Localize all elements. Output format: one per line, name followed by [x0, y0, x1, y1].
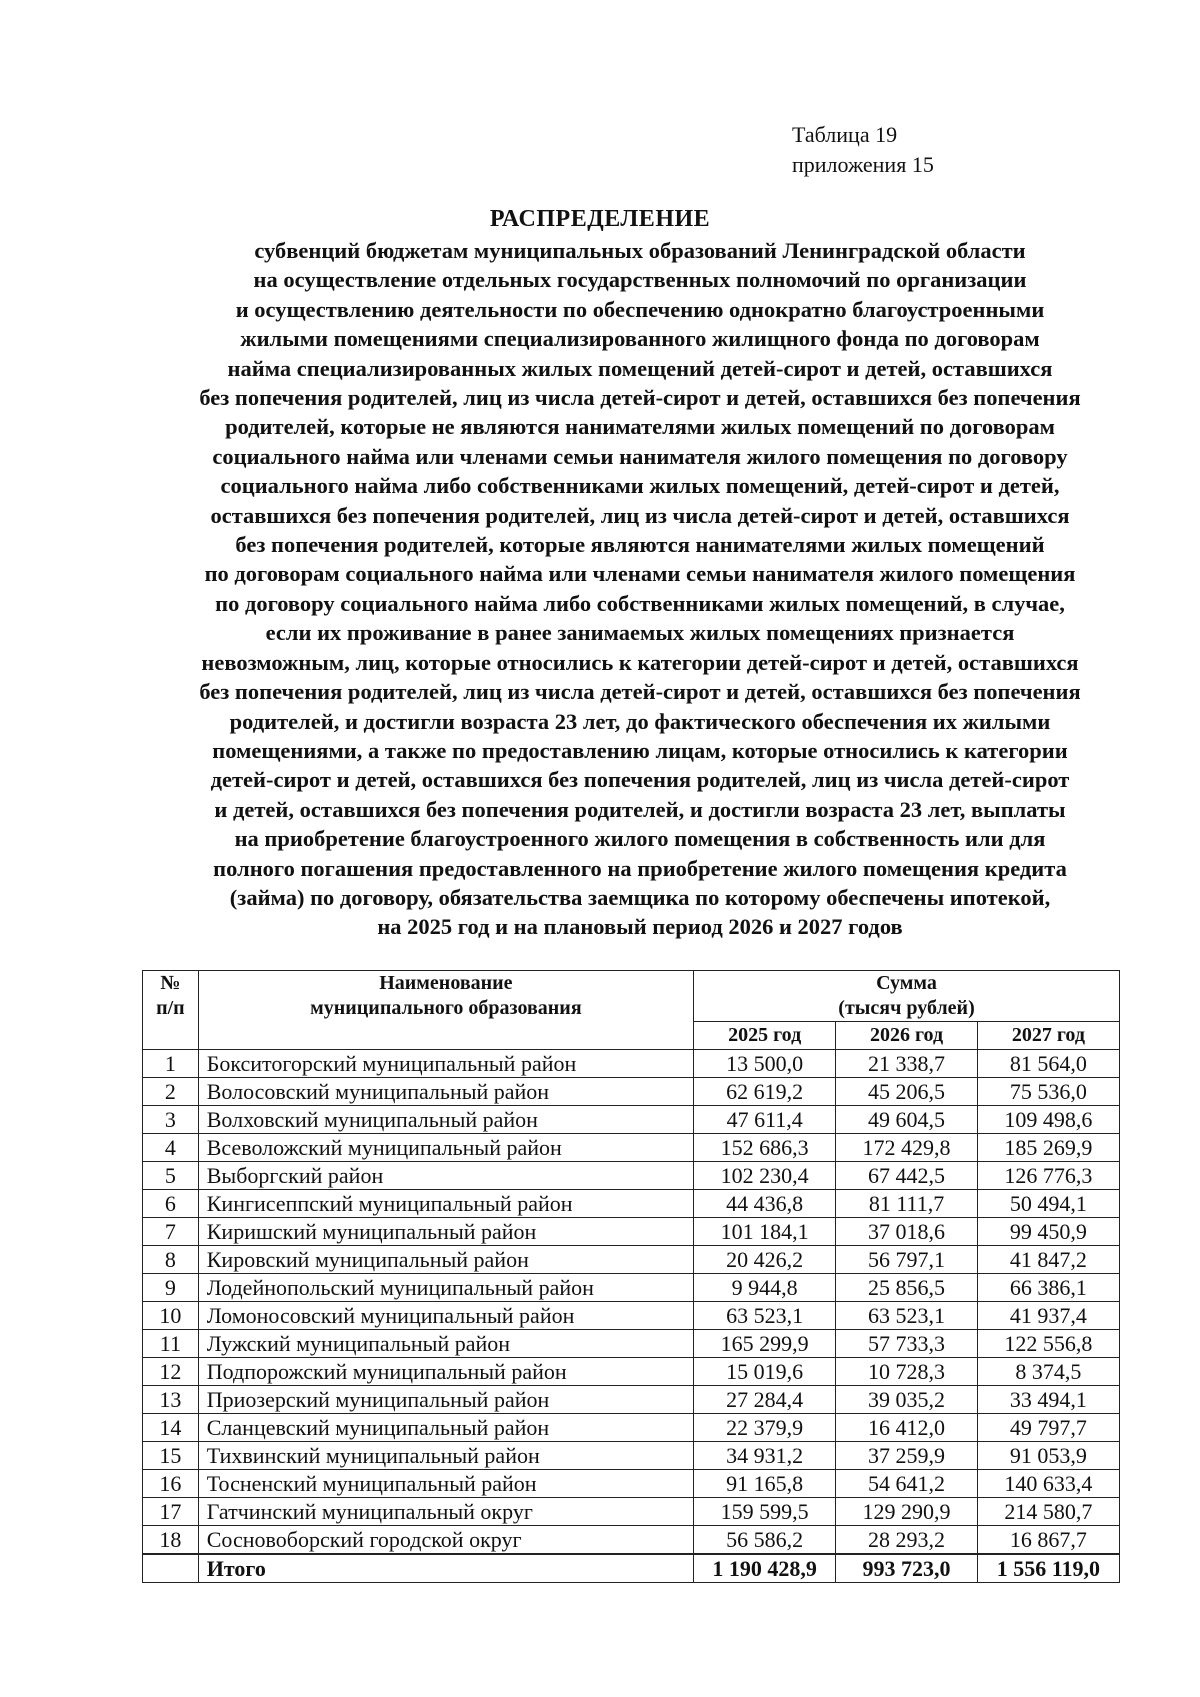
row-municipality-name: Приозерский муниципальный район [198, 1386, 693, 1414]
subtitle-line: без попечения родителей, которые являются нанимателями жилых помещений [235, 532, 1045, 558]
subtitle-line: невозможным, лиц, которые относились к категории детей-сирот и детей, оставшихся [201, 649, 1079, 675]
row-municipality-name: Тосненский муниципальный район [198, 1470, 693, 1498]
row-value-2025: 56 586,2 [694, 1526, 836, 1555]
row-value-2027: 99 450,9 [977, 1218, 1119, 1246]
subtitle-line: без попечения родителей, лиц из числа детей-сирот и детей, оставшихся без попечения [199, 679, 1081, 705]
table-row [143, 1414, 1120, 1442]
row-value-2027: 109 498,6 [977, 1106, 1119, 1134]
table-row [143, 1442, 1120, 1470]
row-value-2027: 50 494,1 [977, 1190, 1119, 1218]
row-value-2027: 91 053,9 [977, 1442, 1119, 1470]
table-row [143, 1050, 1120, 1078]
table-row [143, 1274, 1120, 1302]
row-number: 15 [143, 1442, 199, 1470]
subtitle-line: если их проживание в ранее занимаемых жилых помещениях признается [265, 620, 1015, 646]
row-number: 14 [143, 1414, 199, 1442]
row-number: 3 [143, 1106, 199, 1134]
table-row [143, 1470, 1120, 1498]
row-value-2027: 66 386,1 [977, 1274, 1119, 1302]
row-value-2027: 140 633,4 [977, 1470, 1119, 1498]
table-reference [792, 120, 934, 180]
row-value-2025: 101 184,1 [694, 1218, 836, 1246]
column-header-number [143, 971, 199, 1050]
subtitle-line: без попечения родителей, лиц из числа детей-сирот и детей, оставшихся без попечения [199, 385, 1081, 411]
row-value-2025: 62 619,2 [694, 1078, 836, 1106]
row-value-2026: 21 338,7 [836, 1050, 978, 1078]
column-header-name [198, 971, 693, 1050]
header-sum-line2: (тысяч рублей) [838, 997, 975, 1019]
table-row [143, 1078, 1120, 1106]
row-number: 7 [143, 1218, 199, 1246]
row-value-2026: 57 733,3 [836, 1330, 978, 1358]
row-value-2027: 8 374,5 [977, 1358, 1119, 1386]
row-value-2027: 81 564,0 [977, 1050, 1119, 1078]
table-row [143, 1246, 1120, 1274]
row-municipality-name: Всеволожский муниципальный район [198, 1134, 693, 1162]
row-value-2027: 16 867,7 [977, 1526, 1119, 1555]
row-value-2025: 13 500,0 [694, 1050, 836, 1078]
subtitle-line: по договору социального найма либо собственниками жилых помещений, в случае, [215, 590, 1065, 616]
total-label: Итого [198, 1554, 693, 1583]
row-value-2025: 152 686,3 [694, 1134, 836, 1162]
row-value-2026: 28 293,2 [836, 1526, 978, 1555]
row-number: 10 [143, 1302, 199, 1330]
row-value-2027: 185 269,9 [977, 1134, 1119, 1162]
header-name-line1: Наименование [379, 972, 513, 994]
total-2025: 1 190 428,9 [694, 1554, 836, 1583]
row-value-2026: 56 797,1 [836, 1246, 978, 1274]
row-value-2025: 165 299,9 [694, 1330, 836, 1358]
table-row [143, 1526, 1120, 1555]
subtitle-line: помещениями, а также по предоставлению лицам, которые относились к категории [212, 737, 1068, 763]
total-2027: 1 556 119,0 [977, 1554, 1119, 1583]
row-number: 9 [143, 1274, 199, 1302]
row-number: 17 [143, 1498, 199, 1526]
row-value-2027: 33 494,1 [977, 1386, 1119, 1414]
table-row [143, 1134, 1120, 1162]
row-value-2025: 63 523,1 [694, 1302, 836, 1330]
row-municipality-name: Волховский муниципальный район [198, 1106, 693, 1134]
table-row [143, 1498, 1120, 1526]
row-value-2027: 214 580,7 [977, 1498, 1119, 1526]
subtitle-line: детей-сирот и детей, оставшихся без попечения родителей, лиц из числа детей-сирот [210, 767, 1070, 793]
subtitle-line: полного погашения предоставленного на приобретение жилого помещения кредита [213, 855, 1067, 881]
row-municipality-name: Ломоносовский муниципальный район [198, 1302, 693, 1330]
row-value-2027: 41 847,2 [977, 1246, 1119, 1274]
row-value-2026: 67 442,5 [836, 1162, 978, 1190]
table-row [143, 1386, 1120, 1414]
row-number: 8 [143, 1246, 199, 1274]
row-value-2026: 37 018,6 [836, 1218, 978, 1246]
row-value-2026: 63 523,1 [836, 1302, 978, 1330]
table-row [143, 1162, 1120, 1190]
subtitle-line: на осуществление отдельных государственных полномочий по организации [253, 267, 1027, 293]
row-municipality-name: Подпорожский муниципальный район [198, 1358, 693, 1386]
row-value-2025: 15 019,6 [694, 1358, 836, 1386]
row-number: 2 [143, 1078, 199, 1106]
table-row [143, 1190, 1120, 1218]
table-total-row [143, 1554, 1120, 1583]
row-municipality-name: Тихвинский муниципальный район [198, 1442, 693, 1470]
row-municipality-name: Кировский муниципальный район [198, 1246, 693, 1274]
row-value-2025: 47 611,4 [694, 1106, 836, 1134]
document-title: РАСПРЕДЕЛЕНИЕ [489, 206, 711, 232]
row-value-2027: 126 776,3 [977, 1162, 1119, 1190]
row-municipality-name: Киришский муниципальный район [198, 1218, 693, 1246]
row-number: 16 [143, 1470, 199, 1498]
row-number: 6 [143, 1190, 199, 1218]
row-municipality-name: Волосовский муниципальный район [198, 1078, 693, 1106]
row-value-2026: 129 290,9 [836, 1498, 978, 1526]
subtitle-line: родителей, которые не являются нанимателями жилых помещений по договорам [225, 414, 1055, 440]
row-value-2026: 172 429,8 [836, 1134, 978, 1162]
row-value-2025: 102 230,4 [694, 1162, 836, 1190]
header-num-line1: № [160, 972, 181, 994]
column-header-2027: 2027 год [977, 1022, 1119, 1050]
row-value-2027: 49 797,7 [977, 1414, 1119, 1442]
row-number: 4 [143, 1134, 199, 1162]
table-row [143, 1302, 1120, 1330]
header-name-line2: муниципального образования [310, 997, 582, 1019]
column-header-sum [694, 971, 1120, 1022]
subtitle-line: оставшихся без попечения родителей, лиц из числа детей-сирот и детей, оставшихся [210, 502, 1070, 528]
subtitle-line: на 2025 год и на плановый период 2026 и 2027 годов [377, 914, 903, 940]
subtitle-line: социального найма или членами семьи нанимателя жилого помещения по договору [212, 443, 1068, 469]
subtitle-line: по договорам социального найма или членами семьи нанимателя жилого помещения [204, 561, 1076, 587]
row-value-2025: 44 436,8 [694, 1190, 836, 1218]
row-number: 12 [143, 1358, 199, 1386]
row-value-2026: 16 412,0 [836, 1414, 978, 1442]
row-value-2026: 10 728,3 [836, 1358, 978, 1386]
row-value-2026: 54 641,2 [836, 1470, 978, 1498]
row-municipality-name: Бокситогорский муниципальный район [198, 1050, 693, 1078]
row-value-2026: 81 111,7 [836, 1190, 978, 1218]
total-2026: 993 723,0 [836, 1554, 978, 1583]
row-value-2026: 39 035,2 [836, 1386, 978, 1414]
total-num-cell [143, 1554, 199, 1583]
row-municipality-name: Кингисеппский муниципальный район [198, 1190, 693, 1218]
row-value-2025: 22 379,9 [694, 1414, 836, 1442]
row-municipality-name: Сланцевский муниципальный район [198, 1414, 693, 1442]
table-row [143, 1330, 1120, 1358]
row-number: 1 [143, 1050, 199, 1078]
row-municipality-name: Сосновоборский городской округ [198, 1526, 693, 1555]
row-municipality-name: Лодейнопольский муниципальный район [198, 1274, 693, 1302]
row-value-2026: 25 856,5 [836, 1274, 978, 1302]
row-value-2027: 122 556,8 [977, 1330, 1119, 1358]
table-row [143, 1106, 1120, 1134]
subtitle-line: социального найма либо собственниками жилых помещений, детей-сирот и детей, [220, 473, 1060, 499]
subtitle-line: жилыми помещениями специализированного жилищного фонда по договорам [240, 326, 1040, 352]
row-value-2025: 159 599,5 [694, 1498, 836, 1526]
row-value-2025: 34 931,2 [694, 1442, 836, 1470]
row-value-2025: 91 165,8 [694, 1470, 836, 1498]
subtitle-line: (займа) по договору, обязательства заемщика по которому обеспечены ипотекой, [229, 884, 1051, 910]
table-row [143, 1358, 1120, 1386]
row-value-2025: 9 944,8 [694, 1274, 836, 1302]
row-value-2026: 49 604,5 [836, 1106, 978, 1134]
column-header-2025: 2025 год [694, 1022, 836, 1050]
row-value-2027: 75 536,0 [977, 1078, 1119, 1106]
header-sum-line1: Сумма [876, 972, 937, 994]
row-number: 13 [143, 1386, 199, 1414]
row-value-2025: 20 426,2 [694, 1246, 836, 1274]
distribution-table [142, 970, 1120, 1583]
row-municipality-name: Выборгский район [198, 1162, 693, 1190]
subtitle-line: и осуществлению деятельности по обеспечению однократно благоустроенными [235, 296, 1045, 322]
subtitle-line: родителей, и достигли возраста 23 лет, до фактического обеспечения их жилыми [229, 708, 1051, 734]
table-row [143, 1218, 1120, 1246]
reference-table-number: Таблица 19 [792, 122, 898, 147]
subtitle-line: субвенций бюджетам муниципальных образований Ленинградской области [254, 238, 1026, 263]
subtitle-line: найма специализированных жилых помещений детей-сирот и детей, оставшихся [227, 355, 1053, 381]
row-value-2025: 27 284,4 [694, 1386, 836, 1414]
reference-appendix: приложения 15 [792, 152, 934, 177]
table-body [143, 1050, 1120, 1555]
header-num-line2: п/п [156, 997, 185, 1019]
row-value-2026: 37 259,9 [836, 1442, 978, 1470]
subtitle-line: на приобретение благоустроенного жилого помещения в собственность или для [234, 826, 1046, 852]
row-municipality-name: Лужский муниципальный район [198, 1330, 693, 1358]
row-number: 11 [143, 1330, 199, 1358]
row-value-2027: 41 937,4 [977, 1302, 1119, 1330]
row-number: 18 [143, 1526, 199, 1555]
row-value-2026: 45 206,5 [836, 1078, 978, 1106]
document-subtitle [140, 236, 1140, 942]
row-municipality-name: Гатчинский муниципальный округ [198, 1498, 693, 1526]
subtitle-line: и детей, оставшихся без попечения родителей, и достигли возраста 23 лет, выплаты [214, 796, 1066, 822]
row-number: 5 [143, 1162, 199, 1190]
column-header-2026: 2026 год [836, 1022, 978, 1050]
